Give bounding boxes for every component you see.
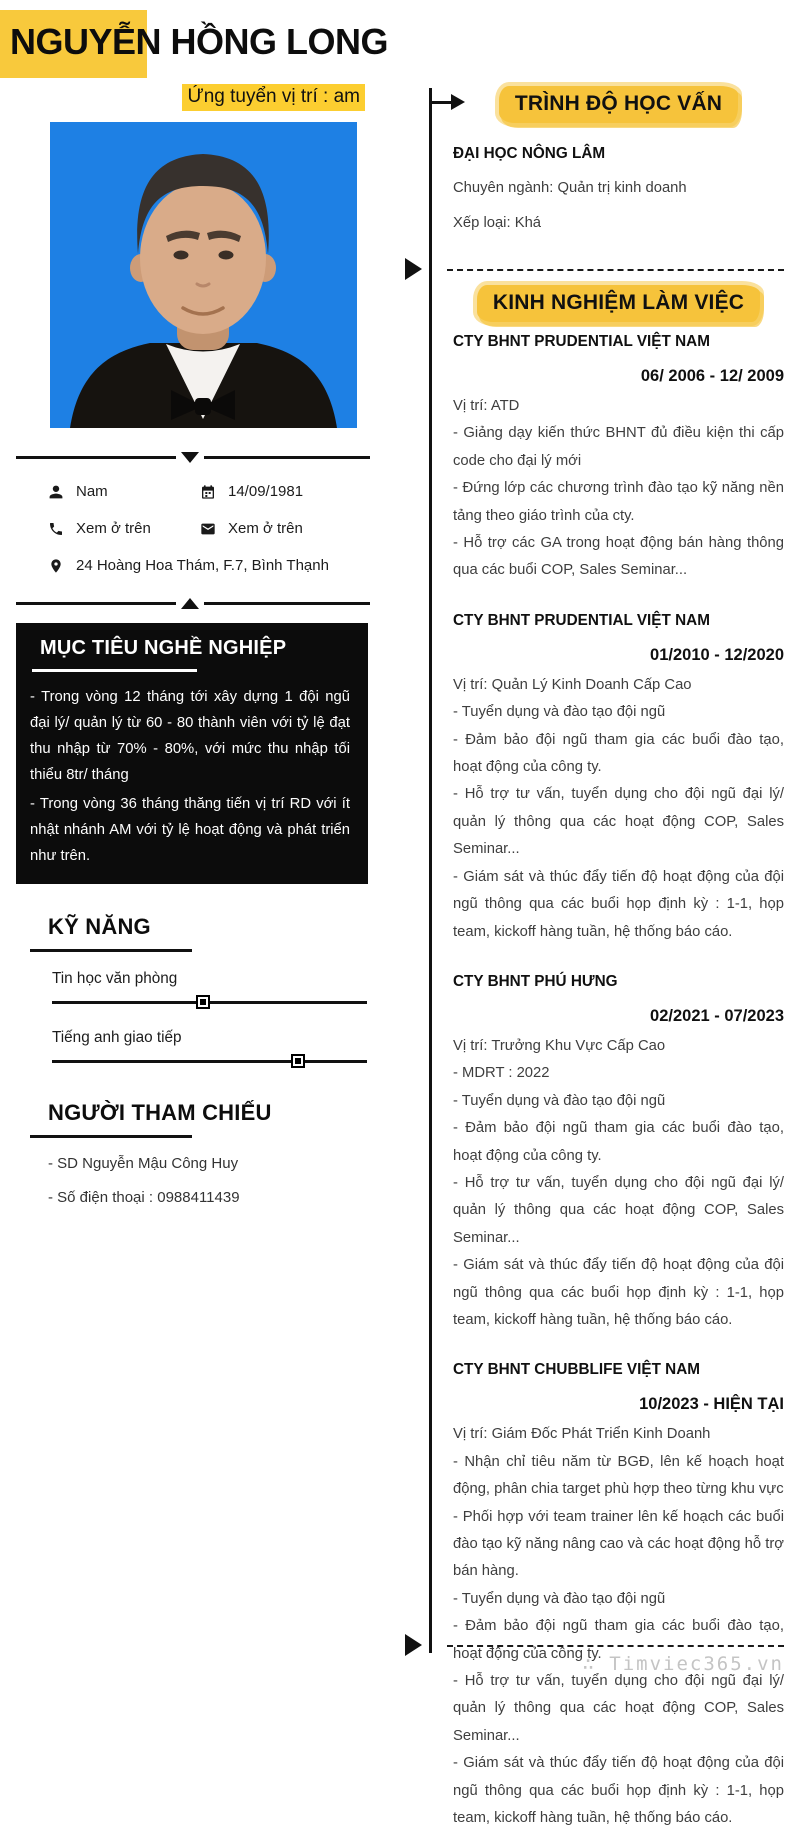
experience-bullet: - Hỗ trợ tư vấn, tuyển dụng cho đội ngũ đại lý/ quản lý thông qua các hoạt động COP, Sales Seminar...: [453, 786, 784, 858]
candidate-name: NGUYỄN HỒNG LONG: [10, 21, 389, 62]
phone-icon: [48, 521, 64, 537]
gender-value: Nam: [76, 483, 108, 500]
divider-line: [16, 456, 176, 459]
skills-underline: [30, 949, 192, 952]
experience-bullet: - Hỗ trợ tư vấn, tuyển dụng cho đội ngũ đại lý/ quản lý thông qua các hoạt động COP, Sales Seminar...: [453, 1174, 784, 1246]
dashed-separator: [447, 269, 784, 271]
experience-bullet: - Giám sát và thúc đẩy tiến độ hoạt động của đội ngũ thông qua các buổi họp định kỳ : 1-1, họp team, kickoff hàng tuần, hệ thống báo cáo.: [453, 1257, 784, 1328]
applied-position: Ứng tuyển vị trí : am: [182, 84, 365, 111]
info-row: [48, 483, 395, 500]
experience-bullet: - Đảm bảo đội ngũ tham gia các buổi đào tạo, hoạt động của công ty.: [453, 731, 784, 776]
objective-item: - Trong vòng 36 tháng thăng tiến vị trí RD với ít nhật nhánh AM với tỷ lệ hoạt động và phát triển như trên.: [30, 795, 350, 864]
experience-bullets: [453, 1060, 784, 1334]
experience-bullet: - Tuyển dụng và đào tạo đội ngũ: [453, 704, 666, 721]
info-divider-top: [16, 452, 370, 463]
experience-company: CTY BHNT PHÚ HƯNG: [453, 972, 618, 990]
left-column: [0, 0, 395, 1679]
objective-title: MỤC TIÊU NGHỀ NGHIỆP: [40, 637, 287, 659]
references-underline: [30, 1135, 192, 1138]
experience-period: 06/ 2006 - 12/ 2009: [640, 367, 784, 385]
reference-item: - SD Nguyễn Mậu Công Huy: [48, 1154, 239, 1172]
education-title-row: [453, 86, 784, 123]
name-header: [0, 0, 395, 80]
email-icon: [200, 521, 216, 537]
experience-position: Vị trí: ATD: [453, 398, 520, 414]
skill-slider[interactable]: [52, 995, 367, 1011]
person-icon: [48, 484, 64, 500]
experience-position: Vị trí: Trưởng Khu Vực Cấp Cao: [453, 1037, 666, 1054]
address-cell: [48, 557, 329, 574]
skill-slider-handle[interactable]: [196, 995, 210, 1009]
experience-bullet: - Tuyển dụng và đào tạo đội ngũ: [453, 1590, 666, 1607]
experience-position: Vị trí: Quản Lý Kinh Doanh Cấp Cao: [453, 676, 692, 693]
personal-info: [0, 483, 395, 574]
reference-item: - Số điện thoại : 0988411439: [48, 1188, 240, 1206]
experience-bullet: - Đứng lớp các chương trình đào tạo kỹ năng nền tảng theo giáo trình của cty.: [453, 480, 784, 524]
experience-entry: [453, 968, 784, 1334]
profile-photo: [50, 122, 357, 428]
experience-company: CTY BHNT PRUDENTIAL VIỆT NAM: [453, 333, 710, 350]
experience-title: KINH NGHIỆM LÀM VIỆC: [477, 285, 760, 322]
divider-line: [204, 456, 370, 459]
divider-line: [204, 602, 370, 605]
experience-bullets: [453, 420, 784, 584]
experience-position: Vị trí: Giám Đốc Phát Triển Kinh Doanh: [453, 1426, 711, 1443]
experience-bullet: - Giám sát và thúc đẩy tiến độ hoạt động của đội ngũ thông qua các buổi họp định kỳ : 1-1, họp team, kickoff hàng tuần, hệ thống báo cáo.: [453, 1755, 784, 1827]
education-detail: Chuyên ngành: Quản trị kinh doanh: [453, 180, 687, 196]
experience-bullets: [453, 1449, 784, 1832]
experience-bullet: - Giám sát và thúc đẩy tiến độ hoạt động của đội ngũ thông qua các buổi họp định kỳ : 1-1, họp team, kickoff hàng tuần, hệ thống báo cáo.: [453, 868, 784, 940]
email-cell: [200, 520, 303, 537]
right-column: [429, 0, 800, 1827]
skill-row: [52, 1029, 367, 1070]
experience-bullet: - Hỗ trợ các GA trong hoạt động bán hàng thông qua các buổi COP, Sales Seminar...: [453, 535, 784, 579]
watermark: ∴ Timviec365.vn: [582, 1653, 784, 1675]
experience-company: CTY BHNT PRUDENTIAL VIỆT NAM: [453, 611, 710, 629]
email-value: Xem ở trên: [228, 520, 303, 537]
experience-company: CTY BHNT CHUBBLIFE VIỆT NAM: [453, 1361, 701, 1379]
calendar-icon: [200, 484, 216, 500]
experience-bullet: - Đảm bảo đội ngũ tham gia các buổi đào tạo, hoạt động của công ty.: [453, 1120, 784, 1164]
experience-list: [453, 328, 784, 1832]
experience-period: 02/2021 - 07/2023: [650, 1006, 784, 1025]
dob-value: 14/09/1981: [228, 483, 304, 500]
skill-row: [52, 970, 367, 1011]
experience-entry: [453, 1356, 784, 1832]
experience-entry: [453, 328, 784, 585]
skills-title: KỸ NĂNG: [48, 913, 151, 939]
phone-cell: [48, 520, 200, 537]
education-school: ĐẠI HỌC NÔNG LÂM: [453, 145, 606, 162]
experience-period: 01/2010 - 12/2020: [650, 645, 784, 664]
address-value: 24 Hoàng Hoa Thám, F.7, Bình Thạnh: [76, 557, 329, 574]
info-row: [48, 557, 395, 574]
gender-cell: [48, 483, 200, 500]
triangle-up-icon: [181, 598, 199, 609]
applied-position-row: [0, 84, 395, 111]
info-divider-bottom: [16, 598, 370, 609]
dashed-separator-bottom: [447, 1645, 784, 1647]
location-icon: [48, 558, 64, 574]
experience-period: 10/2023 - HIỆN TẠI: [639, 1395, 784, 1414]
experience-bullet: - Nhận chỉ tiêu năm từ BGĐ, lên kế hoạch hoạt động, phân chia target phù hợp theo từng khu vực: [453, 1453, 784, 1498]
experience-bullets: [453, 699, 784, 946]
skill-label: Tin học văn phòng: [52, 969, 178, 987]
dob-cell: [200, 483, 303, 500]
divider-line: [16, 602, 176, 605]
experience-title-row: [453, 285, 784, 322]
experience-bullet: - Phối hợp với team trainer lên kế hoạch các buổi đào tạo kỹ năng nâng cao và các hoạt động hỗ trợ bán hàng.: [453, 1508, 784, 1580]
objective-item: - Trong vòng 12 tháng tới xây dựng 1 đội ngũ đại lý/ quản lý từ 60 - 80 thành viên với tỷ lệ đạt thu nhập từ 70% - 80%, với mức thu nhập tối thiểu 8tr/ tháng: [30, 688, 350, 783]
phone-value: Xem ở trên: [76, 520, 151, 537]
skill-label: Tiếng anh giao tiếp: [52, 1028, 182, 1046]
experience-bullet: - Giảng dạy kiến thức BHNT đủ điều kiện thi cấp code cho đại lý mới: [453, 425, 784, 469]
education-detail: Xếp loại: Khá: [453, 215, 542, 231]
skill-slider[interactable]: [52, 1054, 367, 1070]
experience-bullet: - Hỗ trợ tư vấn, tuyển dụng cho đội ngũ đại lý/ quản lý thông qua các hoạt động COP, Sales Seminar...: [453, 1673, 784, 1744]
objective-section: [16, 623, 368, 884]
references-title: NGƯỜI THAM CHIẾU: [48, 1099, 272, 1125]
info-row: [48, 520, 395, 537]
arrow-right-icon: [431, 101, 451, 104]
objective-underline: [32, 669, 197, 672]
experience-bullet: - MDRT : 2022: [453, 1065, 550, 1082]
experience-entry: [453, 607, 784, 946]
skill-slider-handle[interactable]: [291, 1054, 305, 1068]
experience-bullet: - Tuyển dụng và đào tạo đội ngũ: [453, 1092, 666, 1109]
experience-bullet: - Đảm bảo đội ngũ tham gia các buổi đào tạo, hoạt động của công ty.: [453, 1618, 784, 1662]
timeline-line: [429, 88, 432, 1653]
triangle-down-icon: [181, 452, 199, 463]
education-title: TRÌNH ĐỘ HỌC VẤN: [499, 86, 738, 123]
